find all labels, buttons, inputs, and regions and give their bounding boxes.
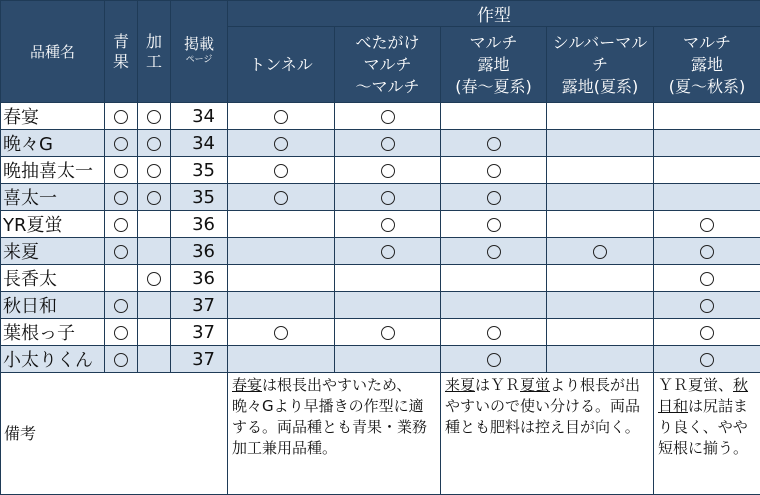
table-row	[1, 103, 760, 130]
circle-mark	[114, 299, 128, 313]
page-cell: 35	[171, 184, 228, 211]
table-row	[1, 265, 760, 292]
cropping-type-header: 作型	[228, 1, 760, 27]
circle-mark	[381, 218, 395, 232]
cropping-type-4-cell	[547, 292, 654, 319]
remarks-note-1: 春宴は根長出やすいため、晩々Gより早播きの作型に適する。両品種とも青果・業務加工兼用品種。	[228, 373, 441, 495]
circle-mark	[114, 164, 128, 178]
cropping-type-4-cell	[547, 130, 654, 157]
circle-mark	[381, 191, 395, 205]
cropping-type-2-cell	[335, 319, 441, 346]
circle-mark	[700, 326, 714, 340]
cropping-type-1-cell	[228, 103, 335, 130]
circle-mark	[381, 245, 395, 259]
variety-name-cell: 長香太	[1, 265, 105, 292]
circle-mark	[700, 272, 714, 286]
cropping-type-3-cell	[441, 184, 547, 211]
cropping-type-2-cell	[335, 292, 441, 319]
cropping-type-4-cell	[547, 157, 654, 184]
processing-cell	[138, 157, 171, 184]
table-row	[1, 130, 760, 157]
cropping-type-1-cell	[228, 184, 335, 211]
page-cell: 36	[171, 211, 228, 238]
page-cell: 34	[171, 130, 228, 157]
circle-mark	[147, 191, 161, 205]
circle-mark	[274, 326, 288, 340]
cropping-type-1-cell	[228, 238, 335, 265]
variety-name-cell: YR夏蛍	[1, 211, 105, 238]
cropping-type-1-cell	[228, 130, 335, 157]
variety-name-header: 品種名	[1, 1, 105, 103]
green-fruit-cell	[105, 130, 138, 157]
cropping-type-5-cell	[654, 238, 760, 265]
cropping-type-5-cell	[654, 292, 760, 319]
cropping-type-3-cell	[441, 211, 547, 238]
cropping-type-4-cell	[547, 346, 654, 373]
circle-mark	[381, 110, 395, 124]
circle-mark	[381, 137, 395, 151]
circle-mark	[114, 353, 128, 367]
green-fruit-cell	[105, 265, 138, 292]
page-cell: 36	[171, 265, 228, 292]
variety-name-cell: 来夏	[1, 238, 105, 265]
circle-mark	[700, 299, 714, 313]
table-row	[1, 319, 760, 346]
circle-mark	[487, 353, 501, 367]
circle-mark	[593, 245, 607, 259]
page-cell: 36	[171, 238, 228, 265]
processing-cell	[138, 211, 171, 238]
remarks-note-3: ＹＲ夏蛍、秋日和は尻詰まり良く、やや短根に揃う。	[654, 373, 760, 495]
variety-name-cell: 小太りくん	[1, 346, 105, 373]
variety-name-cell: 秋日和	[1, 292, 105, 319]
remarks-label: 備考	[1, 373, 228, 495]
circle-mark	[274, 164, 288, 178]
table-row	[1, 157, 760, 184]
variety-name-cell: 葉根っ子	[1, 319, 105, 346]
cropping-type-5-cell	[654, 265, 760, 292]
cropping-type-1-cell	[228, 211, 335, 238]
circle-mark	[487, 245, 501, 259]
cropping-type-5-cell	[654, 346, 760, 373]
circle-mark	[487, 137, 501, 151]
processing-cell	[138, 130, 171, 157]
cropping-type-4-header: シルバーマルチ 露地(夏系)	[547, 27, 654, 103]
circle-mark	[700, 218, 714, 232]
circle-mark	[381, 326, 395, 340]
processing-header: 加 工	[138, 1, 171, 103]
circle-mark	[114, 137, 128, 151]
cropping-type-1-cell	[228, 265, 335, 292]
circle-mark	[114, 110, 128, 124]
cropping-type-1-header: トンネル	[228, 27, 335, 103]
circle-mark	[487, 164, 501, 178]
cropping-type-2-header: べたがけ マルチ 〜マルチ	[335, 27, 441, 103]
processing-cell	[138, 319, 171, 346]
cropping-type-4-cell	[547, 265, 654, 292]
cropping-type-2-cell	[335, 346, 441, 373]
table-row	[1, 346, 760, 373]
cropping-type-3-cell	[441, 103, 547, 130]
cropping-type-4-cell	[547, 103, 654, 130]
circle-mark	[274, 191, 288, 205]
variety-name-cell: 晩抽喜太一	[1, 157, 105, 184]
cropping-type-1-cell	[228, 319, 335, 346]
circle-mark	[114, 191, 128, 205]
processing-cell	[138, 346, 171, 373]
cropping-type-3-cell	[441, 130, 547, 157]
cropping-type-4-cell	[547, 319, 654, 346]
circle-mark	[147, 164, 161, 178]
circle-mark	[114, 218, 128, 232]
cropping-type-2-cell	[335, 157, 441, 184]
cropping-type-5-cell	[654, 184, 760, 211]
page-cell: 35	[171, 157, 228, 184]
circle-mark	[114, 326, 128, 340]
cropping-type-3-cell	[441, 157, 547, 184]
circle-mark	[487, 191, 501, 205]
cropping-type-4-cell	[547, 238, 654, 265]
variety-name-cell: 春宴	[1, 103, 105, 130]
cropping-type-5-cell	[654, 103, 760, 130]
cropping-type-5-header: マルチ 露地 (夏〜秋系)	[654, 27, 760, 103]
processing-cell	[138, 292, 171, 319]
circle-mark	[147, 272, 161, 286]
cropping-type-5-cell	[654, 211, 760, 238]
green-fruit-cell	[105, 346, 138, 373]
circle-mark	[114, 245, 128, 259]
circle-mark	[700, 245, 714, 259]
processing-cell	[138, 103, 171, 130]
cropping-type-1-cell	[228, 292, 335, 319]
cropping-type-1-cell	[228, 157, 335, 184]
cropping-type-1-cell	[228, 346, 335, 373]
page-cell: 34	[171, 103, 228, 130]
table-row	[1, 184, 760, 211]
circle-mark	[274, 137, 288, 151]
processing-cell	[138, 184, 171, 211]
cropping-type-3-cell	[441, 319, 547, 346]
table-row	[1, 211, 760, 238]
green-fruit-cell	[105, 103, 138, 130]
page-header: 掲載 ページ	[171, 1, 228, 103]
processing-cell	[138, 265, 171, 292]
variety-name-cell: 喜太一	[1, 184, 105, 211]
circle-mark	[147, 137, 161, 151]
cropping-type-3-cell	[441, 265, 547, 292]
circle-mark	[381, 164, 395, 178]
circle-mark	[700, 353, 714, 367]
cropping-type-3-cell	[441, 346, 547, 373]
cropping-type-5-cell	[654, 319, 760, 346]
variety-name-cell: 晩々G	[1, 130, 105, 157]
circle-mark	[274, 110, 288, 124]
green-fruit-cell	[105, 319, 138, 346]
green-fruit-cell	[105, 157, 138, 184]
cropping-type-4-cell	[547, 211, 654, 238]
cropping-type-2-cell	[335, 184, 441, 211]
circle-mark	[487, 326, 501, 340]
cropping-type-2-cell	[335, 265, 441, 292]
circle-mark	[487, 218, 501, 232]
green-fruit-cell	[105, 238, 138, 265]
green-fruit-header: 青 果	[105, 1, 138, 103]
table-row	[1, 238, 760, 265]
cropping-type-3-header: マルチ 露地 (春〜夏系)	[441, 27, 547, 103]
remarks-note-2: 来夏はＹＲ夏蛍より根長が出やすいので使い分ける。両品種とも肥料は控え目が向く。	[441, 373, 654, 495]
cropping-type-5-cell	[654, 130, 760, 157]
cropping-type-2-cell	[335, 130, 441, 157]
cropping-type-2-cell	[335, 238, 441, 265]
page-cell: 37	[171, 319, 228, 346]
page-cell: 37	[171, 346, 228, 373]
cropping-type-4-cell	[547, 184, 654, 211]
page-cell: 37	[171, 292, 228, 319]
cropping-type-3-cell	[441, 238, 547, 265]
processing-cell	[138, 238, 171, 265]
green-fruit-cell	[105, 211, 138, 238]
green-fruit-cell	[105, 292, 138, 319]
table-row	[1, 292, 760, 319]
cropping-type-5-cell	[654, 157, 760, 184]
green-fruit-cell	[105, 184, 138, 211]
circle-mark	[147, 110, 161, 124]
cropping-type-2-cell	[335, 103, 441, 130]
cropping-type-3-cell	[441, 292, 547, 319]
cropping-type-2-cell	[335, 211, 441, 238]
